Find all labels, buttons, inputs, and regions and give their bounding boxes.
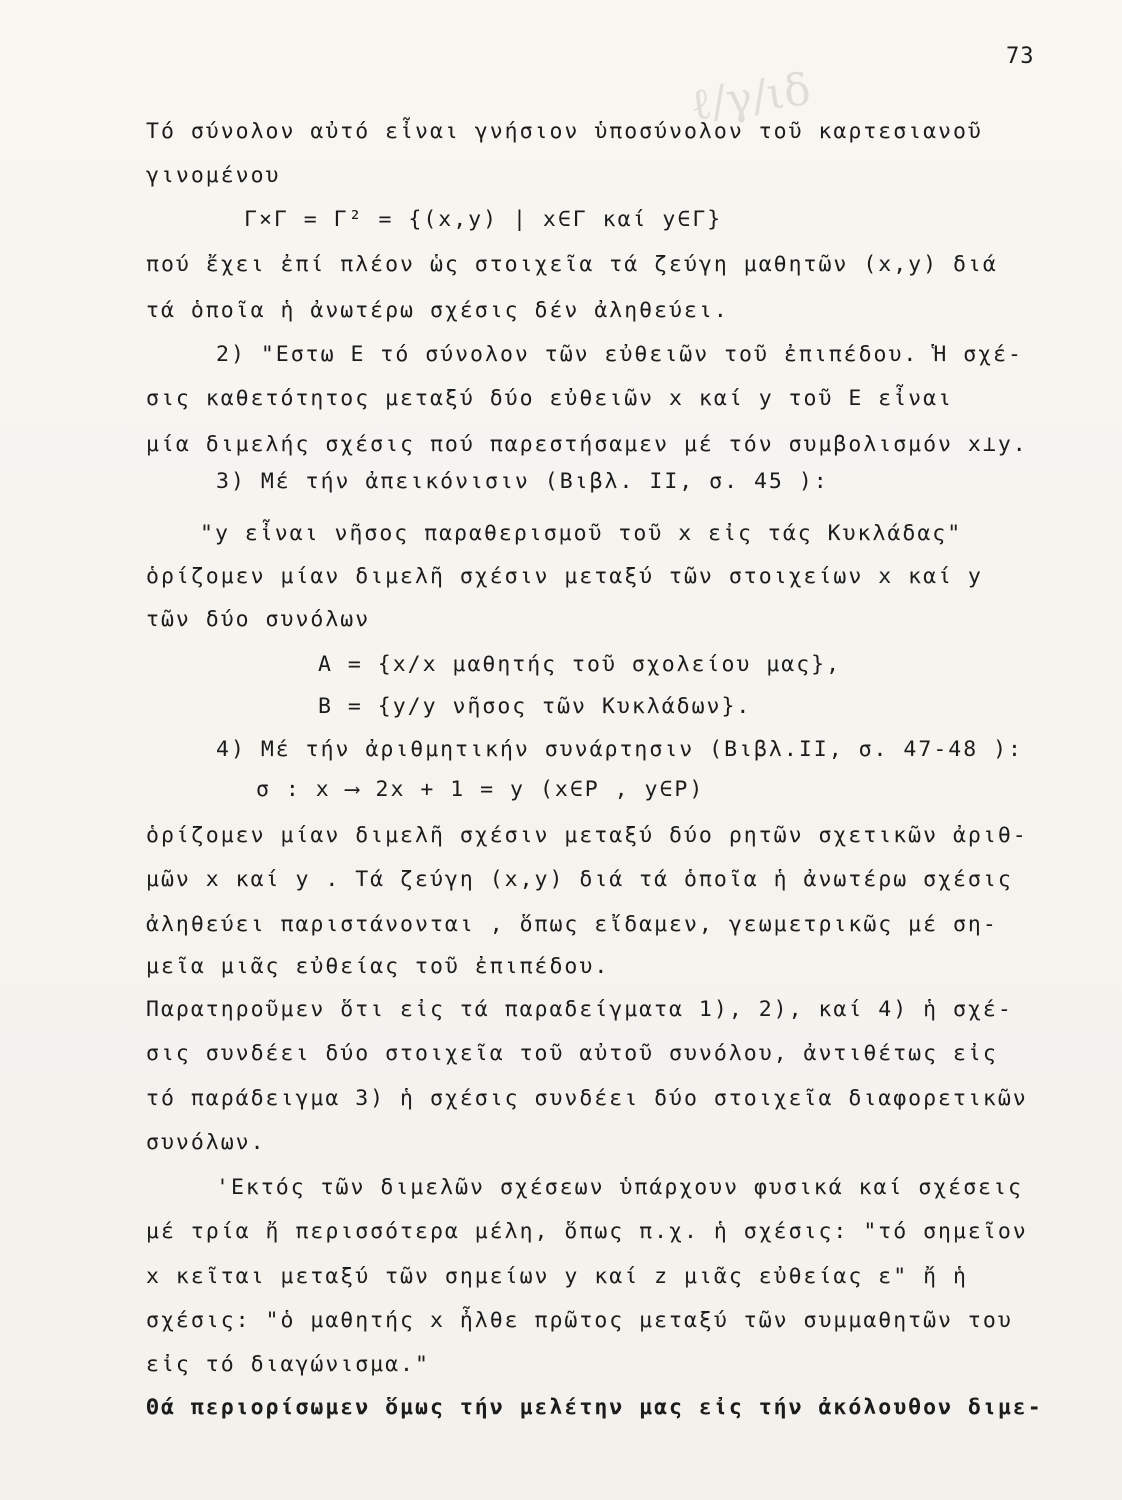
text-line-19: ἀληθεύει παριστάνονται , ὅπως εἴδαμεν, γεωμετρικῶς μέ ση-: [146, 912, 998, 937]
page-number: 73: [1006, 44, 1035, 69]
text-line-23: τό παράδειγμα 3) ἡ σχέσις συνδέει δύο στοιχεῖα διαφορετικῶν: [146, 1086, 1028, 1111]
text-line-29: εἰς τό διαγώνισμα.": [146, 1352, 430, 1377]
set-definition-a: Α = {x/x μαθητής τοῦ σχολείου μας},: [318, 652, 842, 677]
text-line-25: 'Εκτός τῶν διμελῶν σχέσεων ὑπάρχουν φυσικά καί σχέσεις: [216, 1175, 1023, 1200]
text-line-4: πού ἔχει ἐπί πλέον ὡς στοιχεῖα τά ζεύγη μαθητῶν (x,y) διά: [146, 252, 998, 277]
text-line-11: ὁρίζομεν μίαν διμελῆ σχέσιν μεταξύ τῶν στοιχείων x καί y: [146, 564, 983, 589]
text-line-22: σις συνδέει δύο στοιχεῖα τοῦ αὐτοῦ συνόλου, ἀντιθέτως εἰς: [146, 1041, 998, 1066]
set-definition-b: Β = {y/y νῆσος τῶν Κυκλάδων}.: [318, 694, 752, 719]
text-line-20: μεῖα μιᾶς εὐθείας τοῦ ἐπιπέδου.: [146, 954, 610, 979]
text-line-10: "y εἶναι νῆσος παραθερισμοῦ τοῦ x εἰς τάς Κυκλάδας": [200, 521, 963, 546]
text-line-28: σχέσις: "ὁ μαθητής x ἦλθε πρῶτος μεταξύ τῶν συμμαθητῶν του: [146, 1308, 1013, 1333]
text-line-1: Τό σύνολον αὐτό εἶναι γνήσιον ὑποσύνολον τοῦ καρτεσιανοῦ: [146, 119, 983, 144]
text-line-17: ὁρίζομεν μίαν διμελῆ σχέσιν μεταξύ δύο ρητῶν σχετικῶν ἀριθ-: [146, 823, 1028, 848]
function-definition-line: σ : x ⟶ 2x + 1 = y (x∈P , y∈P): [256, 777, 705, 802]
text-line-24: συνόλων.: [146, 1130, 266, 1155]
text-line-7: σις καθετότητος μεταξύ δύο εὐθειῶν x καί y τοῦ Ε εἶναι: [146, 386, 953, 411]
bleed-through-mark: ℓ/γ/ιδ: [687, 63, 814, 132]
text-line-21: Παρατηροῦμεν ὅτι εἰς τά παραδείγματα 1), 2), καί 4) ἡ σχέ-: [146, 997, 1013, 1022]
text-line-18: μῶν x καί y . Τά ζεύγη (x,y) διά τά ὁποῖα ἡ ἀνωτέρω σχέσις: [146, 867, 1013, 892]
text-line-12: τῶν δύο συνόλων: [146, 607, 371, 632]
text-line-26: μέ τρία ἤ περισσότερα μέλη, ὅπως π.χ. ἡ σχέσις: "τό σημεῖον: [146, 1219, 1028, 1244]
text-line-27: x κεῖται μεταξύ τῶν σημείων y καί z μιᾶς εὐθείας ε" ἤ ἡ: [146, 1264, 968, 1289]
text-line-2: γινομένου: [146, 163, 281, 188]
text-line-30: Θά περιορίσωμεν ὅμως τήν μελέτην μας εἰς τήν ἀκόλουθον διμε-: [146, 1395, 1043, 1420]
text-line-8: μία διμελής σχέσις πού παρεστήσαμεν μέ τόν συμβολισμόν x⊥y.: [146, 432, 1028, 457]
text-line-9: 3) Μέ τήν ἀπεικόνισιν (Βιβλ. ΙΙ, σ. 45 ):: [216, 469, 829, 494]
text-line-5: τά ὁποῖα ἡ ἀνωτέρω σχέσις δέν ἀληθεύει.: [146, 298, 729, 323]
text-line-6: 2) "Εστω Ε τό σύνολον τῶν εὐθειῶν τοῦ ἐπιπέδου. Ἡ σχέ-: [216, 342, 1023, 367]
text-line-15: 4) Μέ τήν ἀριθμητικήν συνάρτησιν (Βιβλ.ΙΙ, σ. 47-48 ):: [216, 737, 1023, 762]
equation-line-cartesian-product: Γ×Γ = Γ² = {(x,y) | x∈Γ καί y∈Γ}: [244, 207, 723, 232]
